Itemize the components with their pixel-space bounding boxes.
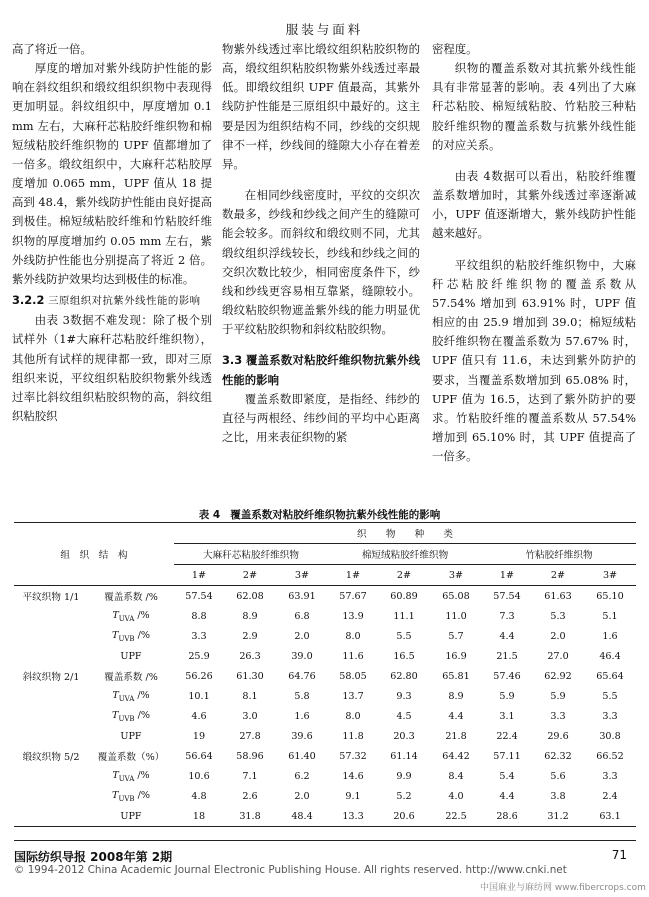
table-cell: 5.3 [550,610,566,622]
table-cell: 5.8 [294,690,310,702]
table-cell: 22.4 [496,730,518,742]
table-cell: 8.1 [242,690,258,702]
table-cell: 61.30 [236,670,264,682]
table-cell: 9.1 [345,790,361,802]
header-fabric: 竹粘胶纤维织物 [482,544,636,565]
table-title: 覆盖系数对粘胶纤维织物抗紫外线性能的影响 [230,509,441,521]
table-cell: 21.5 [496,650,518,662]
metric-label: $T_{UVA}$ /% [112,769,150,783]
table-cell: 58.05 [339,670,367,682]
table-cell: 61.63 [544,590,572,602]
group-label [14,806,88,827]
footer-divider [14,840,636,841]
table-cell: 63.1 [599,810,621,822]
table-cell: 27.0 [547,650,569,662]
table-cell: 58.96 [236,750,264,762]
table-cell: 13.3 [342,810,364,822]
table-cell: 2.4 [602,790,618,802]
table-cell: 62.32 [544,750,572,762]
column-1 [12,40,212,426]
header-sample: 3# [448,569,464,581]
metric-label: $T_{UVA}$ /% [112,609,150,623]
table-cell: 7.1 [242,770,258,782]
table-cell: 5.1 [602,610,618,622]
table-cell: 57.32 [339,750,367,762]
table-cell: 8.0 [345,630,361,642]
table-cell: 3.3 [191,630,207,642]
group-label [14,606,88,626]
metric-label: $T_{UVB}$ /% [112,789,150,803]
section-number: 3.2.2 [12,293,45,308]
page-number: 71 [611,848,627,862]
table-row [14,586,636,607]
table-cell: 56.26 [185,670,213,682]
table-cell: 2.0 [294,790,310,802]
table-cell: 57.54 [493,590,521,602]
metric-label: $T_{UVA}$ /% [112,689,150,703]
paragraph: 由表 3数据不难发现：除了极个别试样外（1#大麻秆芯粘胶纤维织物），其他所有试样的规律都一致，即对三原组织来说，平纹组织粘胶织物紫外线透过率比斜纹组织粘胶织物的高，斜纹组织粘胶织 [12,313,212,423]
table-cell: 8.9 [242,610,258,622]
metric-label: $T_{UVB}$ /% [112,709,150,723]
table-cell: 31.8 [239,810,261,822]
header-sample: 3# [294,569,310,581]
metric-label: UPF [120,650,142,662]
group-label [14,646,88,666]
group-label [14,766,88,786]
table-row [14,706,636,726]
table-cell: 3.0 [242,710,258,722]
group-label [14,706,88,726]
table-cell: 62.92 [544,670,572,682]
table-cell: 1.6 [602,630,618,642]
table-cell: 8.4 [448,770,464,782]
metric-label: $T_{UVB}$ /% [112,629,150,643]
group-label: 缎纹织物 5/2 [22,752,80,763]
table-cell: 65.64 [596,670,624,682]
table-cell: 61.40 [288,750,316,762]
section-heading [222,351,420,389]
table-cell: 4.8 [191,790,207,802]
table-cell: 2.0 [294,630,310,642]
table-cell: 66.52 [596,750,624,762]
table-cell: 57.67 [339,590,367,602]
table-cell: 11.0 [445,610,467,622]
table-cell: 5.9 [499,690,515,702]
header-fabric: 大麻秆芯粘胶纤维织物 [174,544,328,565]
table-cell: 57.46 [493,670,521,682]
table-cell: 57.54 [185,590,213,602]
table-cell: 8.9 [448,690,464,702]
table-row [14,606,636,626]
section-number: 3.3 [222,353,243,368]
metric-label: 覆盖系数 /% [104,592,158,603]
table-cell: 14.6 [342,770,364,782]
table-cell: 10.6 [188,770,210,782]
paragraph: 高了将近一倍。 [12,42,92,56]
table-cell: 5.5 [396,630,412,642]
watermark: 中国麻业与麻纺网 www.fibercrops.com [480,883,646,893]
table-cell: 64.42 [442,750,470,762]
table-row [14,746,636,766]
table-cell: 11.8 [342,730,364,742]
table-cell: 9.9 [396,770,412,782]
table-cell: 4.4 [499,790,515,802]
group-label [14,626,88,646]
table-cell: 60.89 [390,590,418,602]
table-cell: 2.0 [550,630,566,642]
table-cell: 3.3 [602,710,618,722]
table-cell: 5.7 [448,630,464,642]
table-label: 表 4 [198,509,221,521]
table-cell: 3.8 [550,790,566,802]
table-cell: 5.5 [602,690,618,702]
paragraph: 密程度。 [432,42,478,56]
table-cell: 13.9 [342,610,364,622]
table-row [14,686,636,706]
table-cell: 4.6 [191,710,207,722]
table-cell: 62.80 [390,670,418,682]
table-cell: 29.6 [547,730,569,742]
paragraph: 覆盖系数即紧度，是指经、纬纱的直径与两根经、纬纱间的平均中心距离之比，用来表征织物的紧 [222,391,420,444]
paragraph: 由表 4数据可以看出，粘胶纤维覆盖系数增加时，其紫外线透过率逐渐减小，UPF 值逐渐增大，紫外线防护性能越来越好。 [432,168,636,241]
table-cell: 7.3 [499,610,515,622]
table-cell: 63.91 [288,590,316,602]
table-cell: 20.6 [393,810,415,822]
metric-label: 覆盖系数（%） [97,752,165,763]
paragraph: 厚度的增加对紫外线防护性能的影响在斜纹组织和缎纹组织织物中表现得更加明显。斜纹组织中，厚度增加 0.1 mm 左右，大麻秆芯粘胶纤维织物和棉短绒粘胶纤维织物的 UPF 值都增加了一倍多。缎纹组织中，大麻秆芯粘胶厚度增加 0.065 mm，UPF 值从 18 提高到 48.4，紫外线防护性能由良好提高到极佳。棉短绒粘胶纤维和竹粘胶纤维织物的厚度增加约 0.05 mm 左右，紫外线防护性能也分别提高了将近 2 倍。紫外线防护效果均达到极佳的标准。 [12,61,212,286]
header-fabric: 棉短绒粘胶纤维织物 [328,544,482,565]
table-cell: 26.3 [239,650,261,662]
table-cell: 18 [192,810,206,822]
table-cell: 4.0 [448,790,464,802]
column-3 [432,40,636,466]
header-sample: 1# [191,569,207,581]
table-cell: 11.1 [393,610,415,622]
section-title: 覆盖系数对粘胶纤维织物抗紫外线性能的影响 [222,353,420,387]
table-cell: 64.76 [288,670,316,682]
table-cell: 65.08 [442,590,470,602]
table-row [14,766,636,786]
table-cell: 20.3 [393,730,415,742]
table-cell: 2.9 [242,630,258,642]
table-cell: 13.7 [342,690,364,702]
header-sample: 3# [602,569,618,581]
table-cell: 4.4 [448,710,464,722]
running-head: 服装与面料 [285,22,364,37]
table-cell: 8.8 [191,610,207,622]
table-cell: 10.1 [188,690,210,702]
header-sample: 2# [550,569,566,581]
table-cell: 46.4 [599,650,621,662]
metric-label: UPF [120,810,142,822]
table-cell: 56.64 [185,750,213,762]
group-label: 平纹织物 1/1 [22,592,80,603]
table-cell: 3.1 [499,710,515,722]
group-label: 斜纹织物 2/1 [22,672,80,683]
column-2 [222,40,420,447]
group-label [14,726,88,746]
table-cell: 5.2 [396,790,412,802]
metric-label: UPF [120,730,142,742]
table-cell: 27.8 [239,730,261,742]
table-cell: 28.6 [496,810,518,822]
table-cell: 5.9 [550,690,566,702]
table-cell: 9.3 [396,690,412,702]
table-row [14,726,636,746]
table-cell: 48.4 [291,810,313,822]
table-cell: 65.10 [596,590,624,602]
table-cell: 65.81 [442,670,470,682]
table-cell: 21.8 [445,730,467,742]
table-row [14,806,636,827]
table-row [14,626,636,646]
table-cell: 11.6 [342,650,364,662]
journal-name: 国际纺织导报 2008年第 2期 [14,850,173,864]
table-cell: 62.08 [236,590,264,602]
table-cell: 5.6 [550,770,566,782]
table-cell: 31.2 [547,810,569,822]
table-cell: 4.5 [396,710,412,722]
table-cell: 16.9 [445,650,467,662]
group-label [14,786,88,806]
table-row [14,666,636,686]
metric-label: 覆盖系数 /% [104,672,158,683]
paragraph: 在相同纱线密度时，平纹的交织次数最多，纱线和纱线之间产生的缝隙可能会较多。而斜纹和缎纹则不同，尤其缎纹组织浮线较长，纱线和纱线之间的交织次数比较少，相同密度条件下，纱线和纱线更容易相互靠紧，缝隙较小。缎纹粘胶织物遮盖紫外线的能力明显优于平纹粘胶织物和斜纹粘胶织物。 [222,188,420,337]
data-table [14,522,636,827]
table-cell: 5.4 [499,770,515,782]
table-cell: 2.6 [242,790,258,802]
table-cell: 4.4 [499,630,515,642]
table-row [14,786,636,806]
table-cell: 8.0 [345,710,361,722]
table-cell: 22.5 [445,810,467,822]
table-cell: 57.11 [493,750,521,762]
paragraph: 平纹组织的粘胶纤维织物中，大麻秆芯粘胶纤维织物的覆盖系数从 57.54% 增加到 63.91% 时，UPF 值相应的由 25.9 增加到 39.0；棉短绒粘胶纤维织物在覆盖系数为 57.67% 时，UPF 值只有 11.6，未达到紫外防护的要求，当覆盖系数增加到 65.08% 时，UPF 值为 16.5，达到了紫外防护的要求。竹粘胶纤维的覆盖系数从 57.54% 增加到 65.10% 时，其 UPF 值提高了一倍多。 [432,257,636,464]
header-sample: 1# [499,569,515,581]
section-title: 三原组织对抗紫外线性能的影响 [48,295,201,308]
header-stub: 组 织 结 构 [14,523,174,586]
table-cell: 25.9 [188,650,210,662]
header-sample: 2# [396,569,412,581]
header-fabric-type: 织 物 种 类 [174,523,636,544]
table-caption [0,507,649,522]
header-sample: 1# [345,569,361,581]
table-cell: 39.6 [291,730,313,742]
table-cell: 39.0 [291,650,313,662]
table-cell: 6.8 [294,610,310,622]
table-cell: 1.6 [294,710,310,722]
copyright-notice: © 1994-2012 China Academic Journal Electronic Publishing House. All rights reserved. http://www.cnki.net [14,864,567,876]
paragraph: 物紫外线透过率比缎纹组织粘胶织物的高，缎纹组织粘胶织物紫外线透过率最低。即缎纹组织 UPF 值最高，其紫外线防护性能是三原组织中最好的。这主要是因为组织结构不同，纱线的交织规律不一样，纱线间的缝隙大小存在着差异。 [222,42,420,171]
paragraph: 织物的覆盖系数对其抗紫外线性能具有非常显著的影响。表 4列出了大麻秆芯粘胶、棉短绒粘胶、竹粘胶三种粘胶纤维织物的覆盖系数与抗紫外线性能的对应关系。 [432,61,636,152]
group-label [14,686,88,706]
section-heading [12,291,212,311]
table-cell: 3.3 [550,710,566,722]
table-body [14,586,636,827]
table-cell: 30.8 [599,730,621,742]
table-cell: 19 [192,730,206,742]
table-cell: 16.5 [393,650,415,662]
table-cell: 61.14 [390,750,418,762]
table-cell: 3.3 [602,770,618,782]
table-cell: 6.2 [294,770,310,782]
table-row [14,646,636,666]
header-sample: 2# [242,569,258,581]
